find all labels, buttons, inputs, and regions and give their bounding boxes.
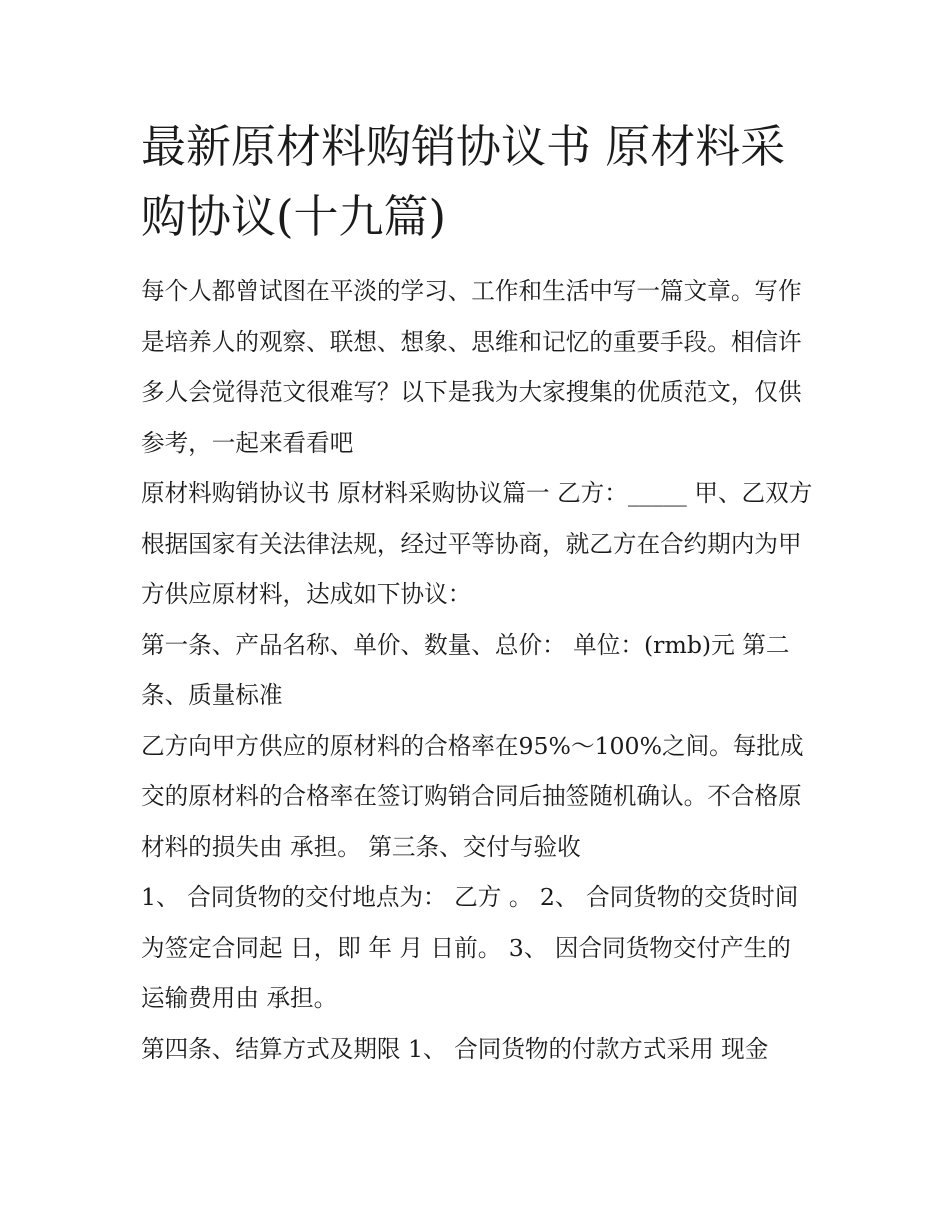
settlement-paragraph: 第四条、结算方式及期限 1、 合同货物的付款方式采用 现金 — [141, 1034, 769, 1063]
delivery-terms-paragraph: 1、 合同货物的交付地点为： 乙方 。 2、 合同货物的交货时间为签定合同起 日，即 年 月 日前。 3、 因合同货物交付产生的运输费用由 承担。 — [141, 883, 799, 1012]
agreement-preamble-paragraph: 原材料购销协议书 原材料采购协议篇一 乙方：_____ 甲、乙双方根据国家有关法律法规，经过平等协商，就乙方在合约期内为甲方供应原材料，达成如下协议： — [141, 479, 813, 608]
article-1-paragraph: 第一条、产品名称、单价、数量、总价： 单位：(rmb)元 第二条、质量标准 — [141, 630, 790, 709]
document-page — [141, 112, 813, 1074]
quality-standard-paragraph: 乙方向甲方供应的原材料的合格率在95%～100%之间。每批成交的原材料的合格率在签订购销合同后抽签随机确认。不合格原材料的损失由 承担。 第三条、交付与验收 — [141, 731, 804, 861]
intro-paragraph: 每个人都曾试图在平淡的学习、工作和生活中写一篇文章。写作是培养人的观察、联想、想象、思维和记忆的重要手段。相信许多人会觉得范文很难写？以下是我为大家搜集的优质范文，仅供参考，一起来看看吧 — [141, 277, 802, 457]
document-title: 最新原材料购销协议书 原材料采购协议(十九篇) — [141, 120, 786, 243]
